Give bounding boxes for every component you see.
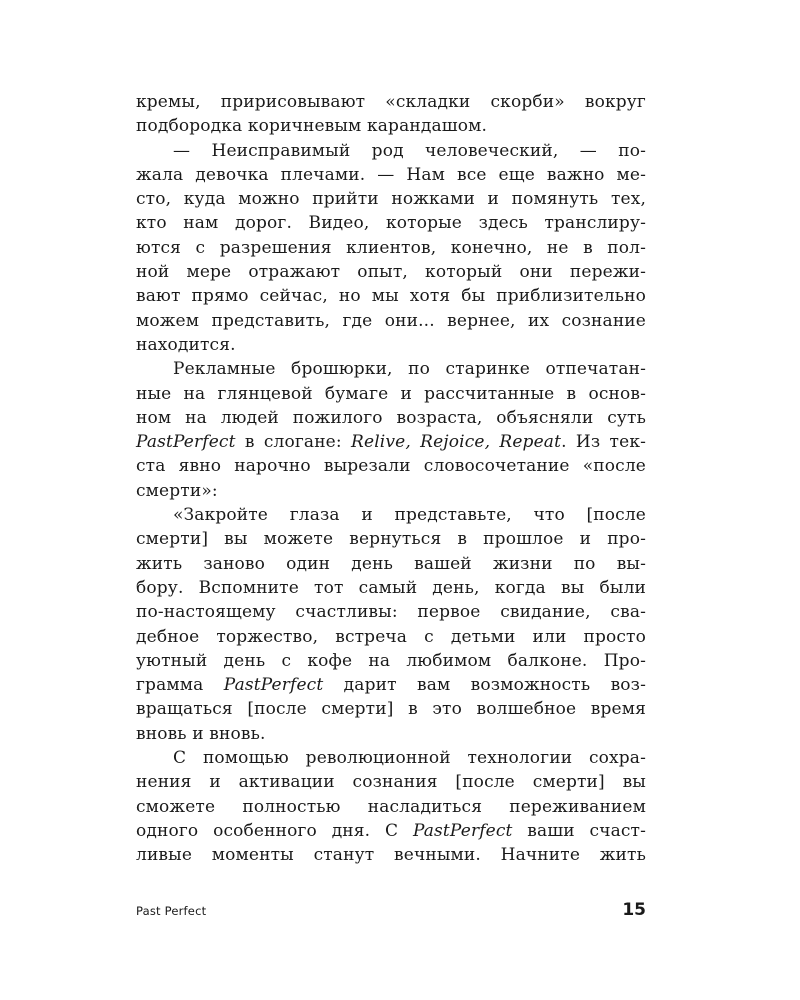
text-line: можем представить, где они... вернее, их сознание <box>136 310 646 331</box>
text-line: ста явно нарочно вырезали словосочетание «после <box>136 456 646 477</box>
text-line: смерти»: <box>136 480 218 501</box>
text-line: «Закройте глаза и представьте, что [после <box>173 505 646 526</box>
text-line: уютный день с кофе на любимом балконе. Про- <box>136 650 646 671</box>
text-line: бору. Вспомните тот самый день, когда вы были <box>136 577 646 598</box>
italic-text: Relive, Rejoice, Repeat <box>351 432 562 453</box>
paragraph <box>136 139 646 358</box>
text-line: ливые моменты станут вечными. Начните жить <box>136 845 646 866</box>
text-line: Рекламные брошюрки, по старинке отпечатан- <box>173 359 646 380</box>
italic-text: PastPerfect <box>223 675 324 696</box>
book-page-text <box>136 90 646 868</box>
text-segment: дарит вам возможность воз- <box>323 675 647 696</box>
text-line: кто нам дорог. Видео, которые здесь транслиру- <box>136 213 646 234</box>
text-line: нения и активации сознания [после смерти] вы <box>136 772 646 793</box>
paragraph <box>136 503 646 746</box>
text-segment: ваши счаст- <box>512 820 646 841</box>
text-line: ются с разрешения клиентов, конечно, не в пол- <box>136 237 646 258</box>
page-footer <box>136 900 646 924</box>
text-line: вращаться [после смерти] в это волшебное время <box>136 699 646 720</box>
text-line: вновь и вновь. <box>136 723 266 744</box>
text-line <box>136 819 646 843</box>
italic-text: PastPerfect <box>412 820 513 841</box>
text-line: подбородка коричневым карандашом. <box>136 116 488 137</box>
text-segment: в слогане: <box>235 432 352 453</box>
text-line: ном на людей пожилого возраста, объясняли суть <box>136 407 646 428</box>
text-line: смерти] вы можете вернуться в прошлое и про- <box>136 529 646 550</box>
page-number: 15 <box>622 900 646 920</box>
text-segment: одного особенного дня. С <box>136 820 413 841</box>
text-line: сможете полностью насладиться переживанием <box>136 796 646 817</box>
text-line: сто, куда можно прийти ножками и помянуть тех, <box>136 189 646 210</box>
text-segment: . Из тек- <box>561 432 646 453</box>
text-line: по-настоящему счастливы: первое свидание, сва- <box>136 602 646 623</box>
paragraph <box>136 746 646 867</box>
text-line: дебное торжество, встреча с детьми или просто <box>136 626 646 647</box>
text-segment: грамма <box>136 675 224 696</box>
text-line: — Неисправимый род человеческий, — по- <box>173 140 646 161</box>
text-line: ной мере отражают опыт, который они пережи- <box>136 262 646 283</box>
paragraph <box>136 90 646 139</box>
text-line <box>136 673 646 697</box>
text-line: жить заново один день вашей жизни по вы- <box>136 553 646 574</box>
text-line: ные на глянцевой бумаге и рассчитанные в основ- <box>136 383 646 404</box>
text-line <box>136 430 646 454</box>
running-title: Past Perfect <box>136 904 207 918</box>
paragraph <box>136 357 646 503</box>
italic-text: PastPerfect <box>136 432 236 453</box>
text-line: вают прямо сейчас, но мы хотя бы приблизительно <box>136 286 646 307</box>
text-line: С помощью революционной технологии сохра- <box>173 748 646 769</box>
text-line: жала девочка плечами. — Нам все еще важно ме- <box>136 164 646 185</box>
text-line: кремы, пририсовывают «складки скорби» вокруг <box>136 92 646 112</box>
text-line: находится. <box>136 334 236 355</box>
